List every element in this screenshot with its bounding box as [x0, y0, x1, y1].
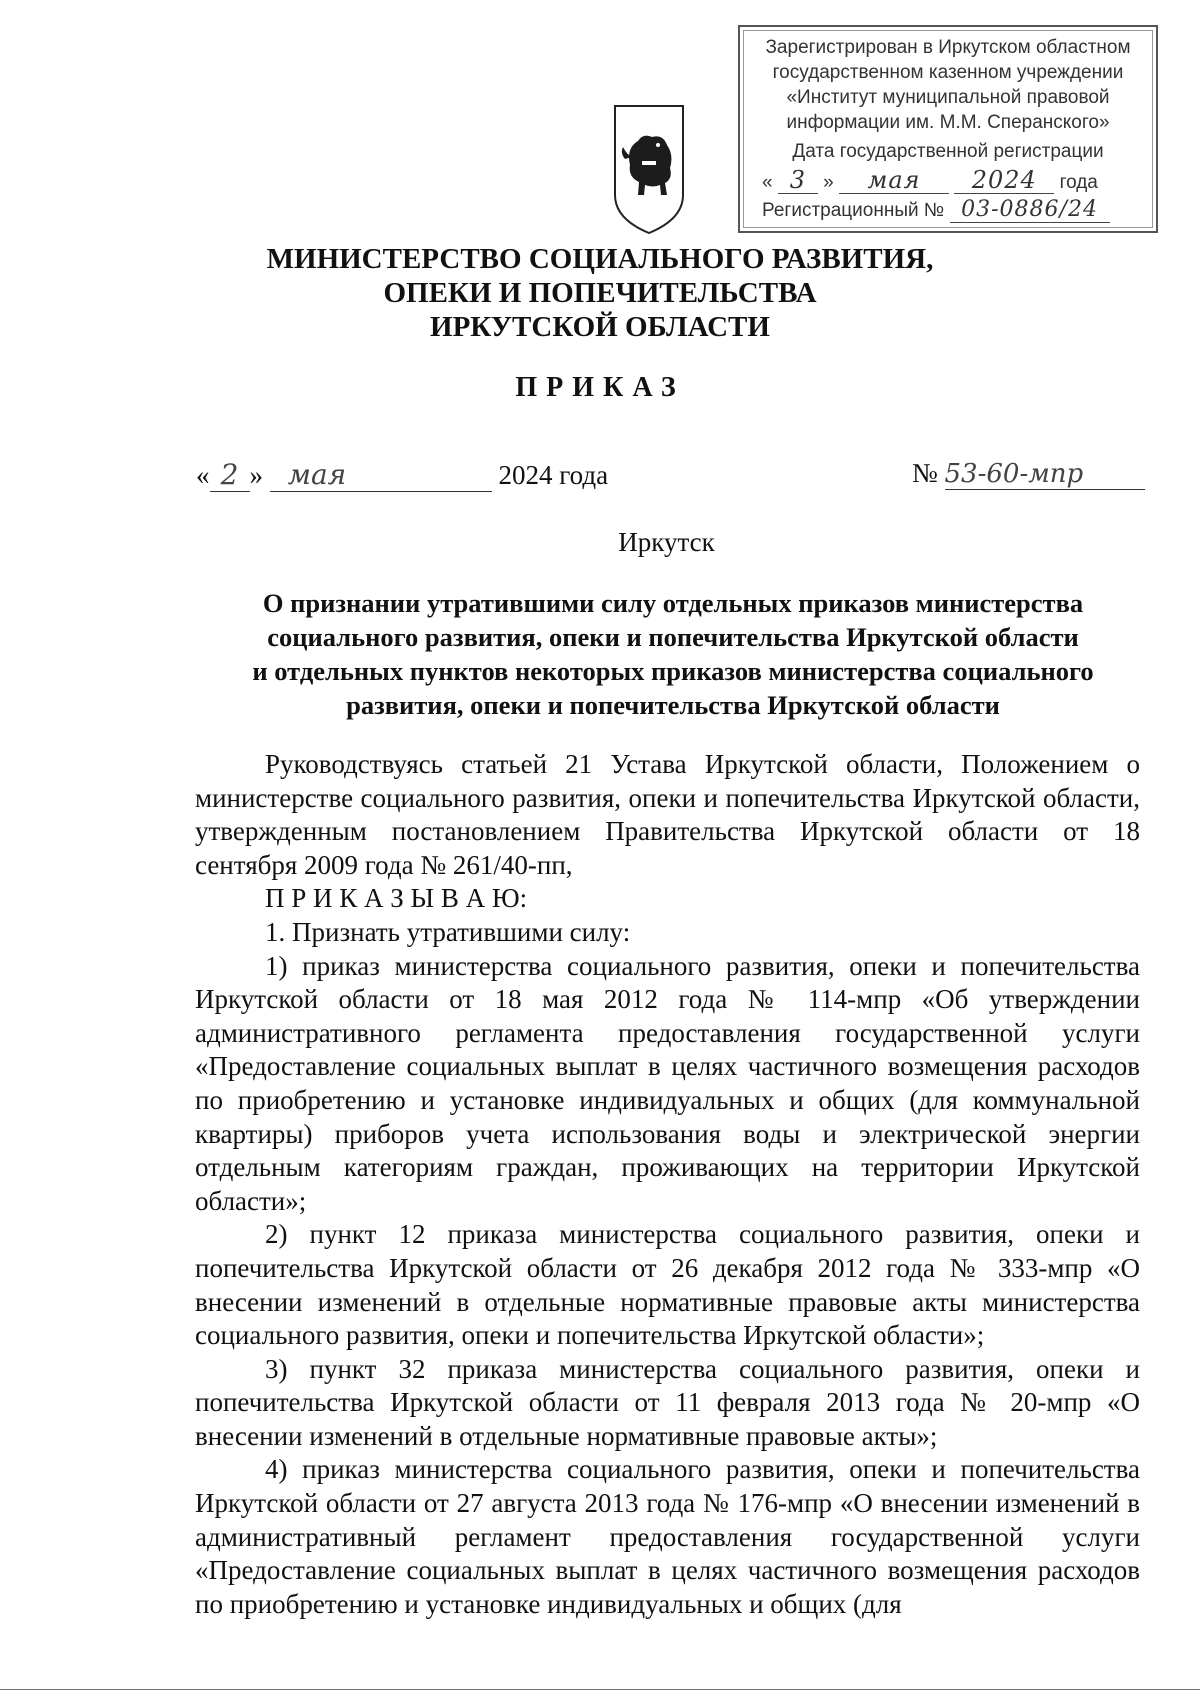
order-date [196, 458, 608, 492]
stamp-reg-label: Регистрационный № [762, 200, 945, 221]
stamp-line: Зарегистрирован в Иркутском областном [765, 37, 1131, 58]
ministry-name [0, 242, 1200, 344]
subject-line: развития, опеки и попечительства Иркутской области [346, 690, 1000, 720]
stamp-line: «Институт муниципальной правовой [786, 87, 1110, 108]
stamp-year-word: года [1059, 172, 1098, 193]
order-number [912, 458, 1145, 490]
body-paragraph: 4) приказ министерства социального развития, опеки и попечительства Иркутской области от 27 августа 2013 года № 176-мпр «О внесении изменений в административный регламент предоставления государственной услуги «Предоставление социальных выплат в целях частичного возмещения расходов по приобретению и установке индивидуальных и общих (для [195, 1454, 1140, 1619]
stamp-line: Дата государственной регистрации [792, 141, 1104, 162]
stamp-year: 2024 [954, 168, 1054, 194]
body-paragraph: Руководствуясь статьей 21 Устава Иркутской области, Положением о министерстве социального развития, опеки и попечительства Иркутской области, утвержденным постановлением Правительства Иркутской области от 18 сентября 2009 года № 261/40-пп, [195, 749, 1140, 880]
subject-line: и отдельных пунктов некоторых приказов министерства социального [252, 656, 1094, 686]
order-year: 2024 года [498, 460, 609, 490]
body-paragraph: 2) пункт 12 приказа министерства социального развития, опеки и попечительства Иркутской области от 26 декабря 2012 года № 333-мпр «О внесении изменений в отдельные нормативные правовые акты министерства социального развития, опеки и попечительства Иркутской области»; [195, 1219, 1140, 1351]
order-date-open: « [196, 460, 210, 490]
order-number-value: 53-60-мпр [945, 459, 1145, 490]
order-month: мая [270, 458, 492, 492]
shield-icon [612, 103, 686, 236]
order-number-label: № [912, 458, 938, 488]
stamp-reg-row [740, 197, 1156, 223]
stamp-date-open: « [762, 172, 773, 193]
stamp-line: информации им. М.М. Сперанского» [786, 112, 1110, 133]
stamp-reg-number: 03-0886/24 [950, 197, 1110, 223]
stamp-day: 3 [778, 168, 818, 194]
subject-line: социального развития, опеки и попечительства Иркутской области [267, 622, 1079, 652]
order-body [195, 748, 1140, 1621]
city: Иркутск [618, 527, 715, 557]
body-paragraph: 3) пункт 32 приказа министерства социального развития, опеки и попечительства Иркутской области от 11 февраля 2013 года № 20-мпр «О внесении изменений в отдельные нормативные правовые акты»; [195, 1353, 1140, 1451]
stamp-date-close: » [823, 172, 834, 193]
ministry-name-line: ИРКУТСКОЙ ОБЛАСТИ [430, 311, 770, 343]
page-bottom-divider [0, 1689, 1200, 1690]
order-subject [220, 586, 1126, 722]
ministry-name-line: ОПЕКИ И ПОПЕЧИТЕЛЬСТВА [383, 277, 817, 309]
order-date-close: » [249, 460, 263, 490]
order-day: 2 [210, 458, 250, 492]
body-paragraph: 1. Признать утратившими силу: [265, 916, 631, 947]
stamp-date-row [740, 168, 1156, 195]
body-order-word: П Р И К А З Ы В А Ю: [265, 883, 528, 914]
coat-of-arms-emblem [612, 103, 686, 236]
document-type: ПРИКАЗ [515, 372, 685, 403]
stamp-month: мая [839, 168, 949, 194]
ministry-name-line: МИНИСТЕРСТВО СОЦИАЛЬНОГО РАЗВИТИЯ, [266, 243, 934, 275]
registration-stamp [738, 25, 1158, 233]
subject-line: О признании утратившими силу отдельных приказов министерства [262, 588, 1084, 618]
stamp-line: государственном казенном учреждении [772, 62, 1124, 83]
body-paragraph: 1) приказ министерства социального развития, опеки и попечительства Иркутской области от 18 мая 2012 года № 114-мпр «Об утверждении административного регламента предоставления государственной услуги «Предоставление социальных выплат в целях частичного возмещения расходов по приобретению и установке индивидуальных и общих (для коммунальной квартиры) приборов учета использования воды и электрической энергии отдельным категориям граждан, проживающих на территории Иркутской области»; [195, 950, 1140, 1216]
